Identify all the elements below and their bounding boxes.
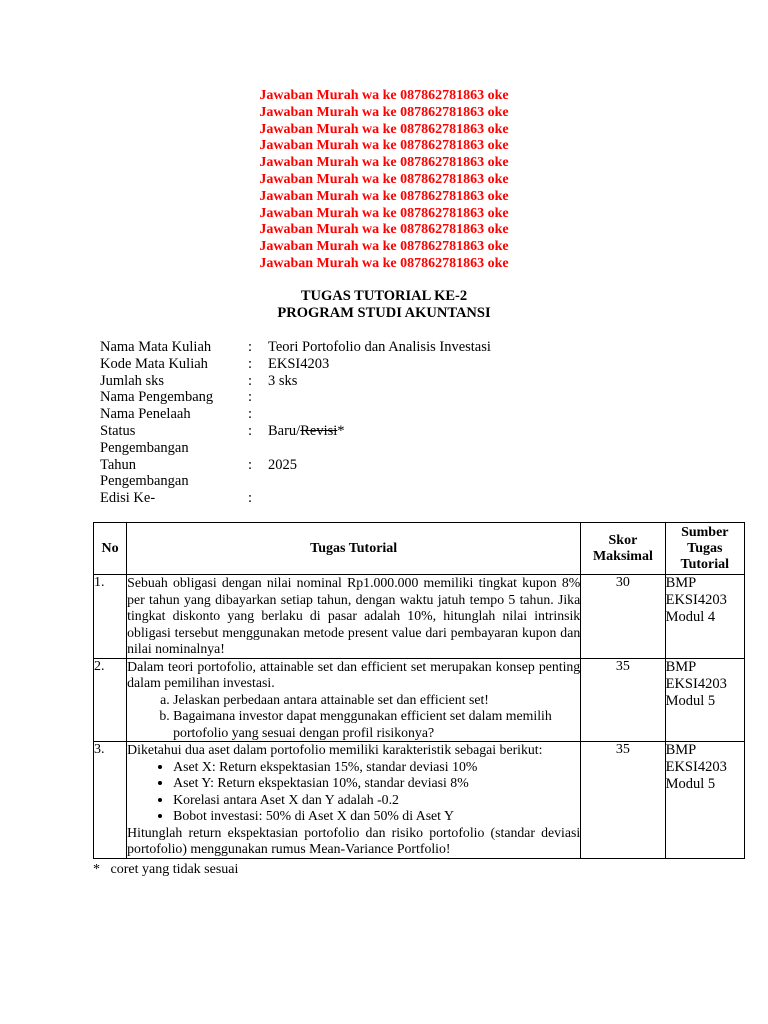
meta-row-reviewer — [100, 406, 491, 423]
task-text: Diketahui dua aset dalam portofolio memiliki karakteristik sebagai berikut: — [127, 742, 543, 757]
row-source — [665, 742, 744, 859]
promo-line: Jawaban Murah wa ke 087862781863 oke — [259, 255, 509, 271]
meta-colon: : — [248, 490, 253, 507]
meta-colon: : — [248, 406, 253, 423]
meta-row-status — [100, 423, 491, 457]
source-line: Modul 4 — [665, 609, 716, 625]
status-new: Baru/ — [268, 422, 301, 439]
meta-row-credits — [100, 373, 491, 390]
task-bullet-list — [127, 759, 580, 825]
header-source — [665, 523, 744, 575]
task-closing-text: Hitunglah return ekspektasian portofolio dan risiko portofolio (standar deviasi portofolio) menggunakan rumus Mean-Variance Portfolio! — [127, 824, 581, 856]
meta-colon: : — [248, 372, 253, 389]
row-number: 2. — [94, 658, 127, 742]
promo-line: Jawaban Murah wa ke 087862781863 oke — [259, 222, 509, 238]
list-item: a. Jelaskan perbedaan antara attainable set dan efficient set! — [173, 692, 580, 709]
list-item: • Aset X: Return ekspektasian 15%, standar deviasi 10% — [173, 759, 580, 776]
promo-line: Jawaban Murah wa ke 087862781863 oke — [259, 239, 509, 255]
meta-label-line: Status — [100, 422, 136, 439]
promo-text-block — [0, 88, 768, 273]
meta-label — [100, 423, 248, 457]
meta-label-line: Pengembangan — [100, 473, 189, 490]
promo-line: Jawaban Murah wa ke 087862781863 oke — [259, 138, 509, 154]
meta-value: Teori Portofolio dan Analisis Investasi — [268, 339, 491, 355]
source-line: BMP — [665, 575, 697, 591]
footnote-text: coret yang tidak sesuai — [110, 862, 239, 877]
meta-label-line: Pengembangan — [100, 439, 189, 456]
source-line: Modul 5 — [665, 692, 716, 709]
task-cell — [127, 742, 581, 859]
row-score: 30 — [581, 575, 665, 659]
list-item: b. Bagaimana investor dapat menggunakan efficient set dalam memilih portofolio yang sesuai dengan profil risikonya? — [173, 708, 580, 741]
promo-line: Jawaban Murah wa ke 087862781863 oke — [259, 121, 509, 137]
row-score: 35 — [581, 742, 665, 859]
meta-value: 2025 — [268, 456, 297, 473]
footnote — [93, 862, 238, 878]
task-sub-list — [127, 692, 580, 742]
row-number: 3. — [94, 742, 127, 859]
promo-line: Jawaban Murah wa ke 087862781863 oke — [259, 104, 509, 120]
meta-value — [268, 423, 345, 457]
meta-label: Nama Penelaah — [100, 406, 191, 423]
task-cell — [127, 658, 581, 742]
meta-colon: : — [248, 389, 253, 406]
meta-colon: : — [248, 456, 253, 473]
tutorial-task-table — [93, 522, 745, 859]
header-score-line: Maksimal — [592, 548, 653, 564]
source-line: BMP — [665, 742, 697, 758]
source-line: Modul 5 — [665, 776, 716, 792]
meta-label-line: Tahun — [100, 456, 137, 473]
header-no: No — [94, 523, 127, 575]
status-revision-struck: Revisi — [300, 422, 338, 439]
promo-line: Jawaban Murah wa ke 087862781863 oke — [259, 188, 509, 204]
page-title: TUGAS TUTORIAL KE-2 — [300, 288, 468, 304]
meta-value: EKSI4203 — [268, 355, 330, 372]
source-line: EKSI4203 — [665, 759, 727, 775]
task-text: Sebuah obligasi dengan nilai nominal Rp1.000.000 memiliki tingkat kupon 8% per tahun yang dibayarkan setiap tahun, dengan waktu jatuh tempo 5 tahun. Jika tingkat diskonto yang berlaku di pasar adalah 10%, hitunglah nilai intrinsik obligasi tersebut menggunakan metode present value dari pembayaran kupon dan nilai nominalnya! — [127, 575, 581, 656]
header-score — [581, 523, 665, 575]
row-number: 1. — [94, 575, 127, 659]
table-header-row — [94, 523, 745, 575]
task-text: Dalam teori portofolio, attainable set dan efficient set merupakan konsep penting dalam pemilihan investasi. — [127, 658, 581, 690]
row-source — [665, 658, 744, 742]
footnote-mark: * — [93, 862, 100, 877]
course-info — [100, 339, 491, 507]
list-item: • Korelasi antara Aset X dan Y adalah -0.2 — [173, 792, 580, 809]
meta-label: Nama Mata Kuliah — [100, 339, 212, 355]
table-row — [94, 575, 745, 659]
meta-label: Kode Mata Kuliah — [100, 355, 208, 372]
meta-row-course-code — [100, 356, 491, 373]
header-task: Tugas Tutorial — [127, 523, 581, 575]
meta-label: Jumlah sks — [100, 372, 165, 389]
header-source-line: Tutorial — [680, 556, 730, 572]
header-source-line: Sumber — [681, 524, 729, 540]
source-line: EKSI4203 — [665, 675, 727, 692]
row-source — [665, 575, 744, 659]
meta-colon: : — [248, 355, 253, 372]
table-row — [94, 658, 745, 742]
status-mark: * — [337, 422, 345, 439]
promo-line: Jawaban Murah wa ke 087862781863 oke — [259, 88, 509, 103]
document-title — [0, 288, 768, 322]
meta-value: 3 sks — [268, 372, 298, 389]
source-line: EKSI4203 — [665, 592, 727, 608]
source-line: BMP — [665, 658, 697, 675]
list-item: • Aset Y: Return ekspektasian 10%, standar deviasi 8% — [173, 775, 580, 792]
meta-row-edition — [100, 490, 491, 507]
meta-row-year — [100, 457, 491, 491]
table-row — [94, 742, 745, 859]
header-source-line: Tugas — [687, 540, 723, 556]
meta-label: Edisi Ke- — [100, 490, 156, 507]
promo-line: Jawaban Murah wa ke 087862781863 oke — [259, 155, 509, 171]
meta-label: Nama Pengembang — [100, 389, 214, 406]
list-item: • Bobot investasi: 50% di Aset X dan 50% di Aset Y — [173, 808, 580, 825]
promo-line: Jawaban Murah wa ke 087862781863 oke — [259, 171, 509, 187]
page-subtitle: PROGRAM STUDI AKUNTANSI — [277, 305, 491, 321]
meta-label — [100, 457, 248, 491]
meta-row-developer — [100, 389, 491, 406]
row-score: 35 — [581, 658, 665, 742]
meta-colon: : — [248, 339, 253, 355]
promo-line: Jawaban Murah wa ke 087862781863 oke — [259, 205, 509, 221]
header-score-line: Skor — [608, 532, 638, 548]
meta-row-course-name — [100, 339, 491, 356]
meta-colon: : — [248, 422, 253, 439]
